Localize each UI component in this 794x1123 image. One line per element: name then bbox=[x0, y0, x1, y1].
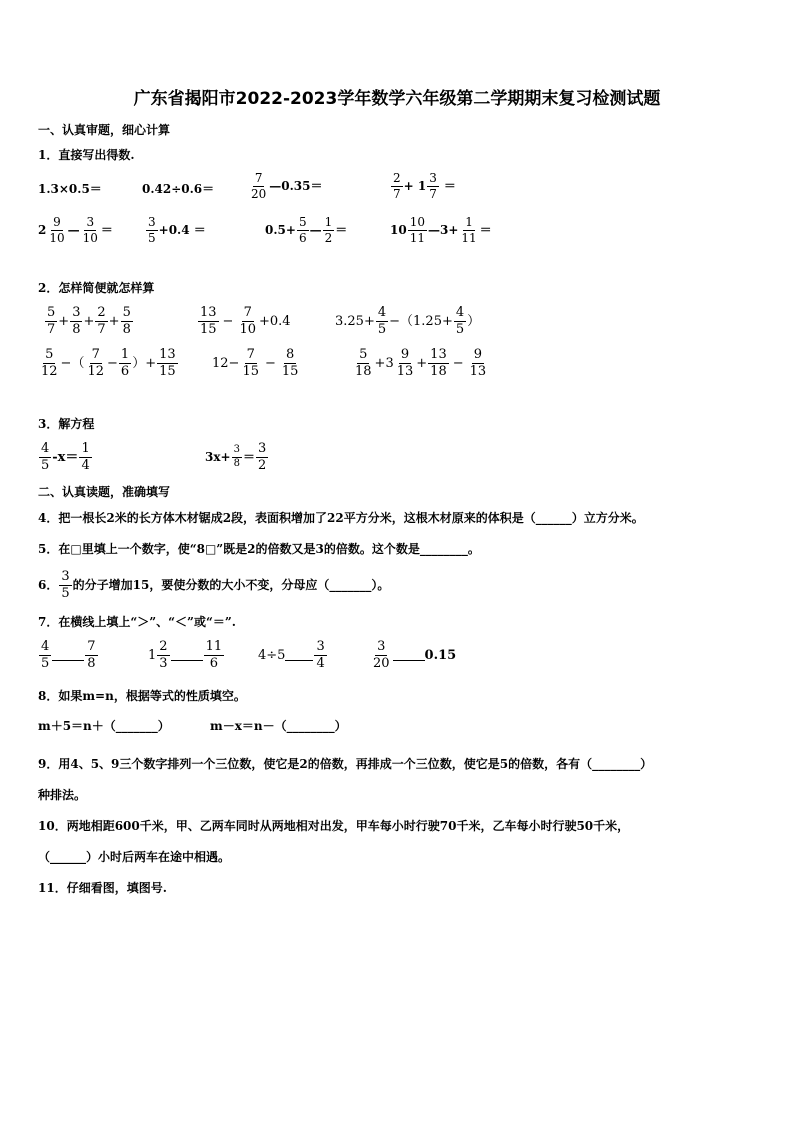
q2-expr-c: 3.25+ $\frac{4}{5}$ −（1.25+ $\frac{4}{5}$ ） bbox=[335, 305, 481, 337]
q1-expr-4: 2 7 + 1 3 7 ＝ bbox=[393, 171, 456, 201]
q2-expr-b: 13 15 − $\frac{7}{10}$ +0.4 bbox=[200, 305, 291, 337]
q4-text: 4．把一根长2米的长方体木材锯成2段，表面积增加了22平方分米，这根木材原来的体积是（______）立方分米。 bbox=[38, 511, 644, 525]
q2-expr-e: 12− $\frac{7}{15}$ − $\frac{8}{15}$ bbox=[212, 347, 299, 379]
q7-compare-1: 4 5 7 8 bbox=[41, 639, 96, 671]
q1-expr-6: 3 5 +0.4 ＝ bbox=[148, 215, 206, 245]
q1-expr-1: 1.3×0.5＝ bbox=[38, 182, 102, 196]
q6-text: 6． 3 5 的分子增加15，要使分数的大小不变，分母应（_______）。 bbox=[38, 569, 390, 601]
q11-text: 11．仔细看图，填图号. bbox=[38, 881, 167, 895]
section-1-heading: 一、认真审题，细心计算 bbox=[38, 123, 171, 137]
q2-expr-f: 5 18 +3 9 13 + $\frac{13}{18}$ − $\frac{9}{13}$ bbox=[355, 347, 487, 379]
page-title: 广东省揭阳市2022-2023学年数学六年级第二学期期末复习检测试题 bbox=[133, 89, 661, 109]
q3-label: 3．解方程 bbox=[38, 417, 95, 431]
q3-equation-a: 4 5 -x＝ 1 4 bbox=[41, 441, 90, 473]
q1-expr-3: 7 20 —0.35＝ bbox=[251, 171, 323, 201]
q1-expr-8: 10 10 11 —3+ $\frac{1}{11}$ ＝ bbox=[390, 215, 492, 245]
fraction: 9 10 bbox=[49, 215, 65, 245]
q1-expr-2: 0.42÷0.6＝ bbox=[142, 182, 215, 196]
fraction: 1 2 bbox=[324, 215, 333, 245]
fraction: 3 10 bbox=[82, 215, 98, 245]
q7-compare-3: 4÷5 3 4 bbox=[258, 639, 325, 671]
q7-compare-2: 1 2 3 11 6 bbox=[148, 639, 223, 671]
q1-label: 1．直接写出得数. bbox=[38, 148, 135, 162]
fraction: 3 5 bbox=[148, 215, 156, 245]
section-2-heading: 二、认真读题，准确填写 bbox=[38, 485, 171, 499]
q10-line-1: 10．两地相距600千米，甲、乙两车同时从两地相对出发，甲车每小时行驶70千米，乙车每小时行驶50千米， bbox=[38, 819, 630, 833]
q8-blank-b: m－x＝n－（________） bbox=[210, 719, 347, 733]
q9-line-1: 9．用4、5、9三个数字排列一个三位数，使它是2的倍数，再排成一个三位数，使它是5的倍数，各有（________） bbox=[38, 757, 653, 771]
fraction: 3 7 bbox=[429, 171, 437, 201]
q1-expr-5: 2 9 10 — 3 10 ＝ bbox=[38, 215, 113, 245]
q8-blank-a: m＋5＝n＋（_______） bbox=[38, 719, 170, 733]
q2-label: 2．怎样简便就怎样算 bbox=[38, 281, 155, 295]
q7-compare-4: 3 20 0.15 bbox=[373, 639, 457, 671]
fraction: $\frac{5}{6}$ bbox=[298, 215, 307, 245]
q3-equation-b: 3x+ $\frac{3}{8}$ ＝ 3 2 bbox=[205, 441, 267, 473]
fraction: 2 7 bbox=[393, 171, 401, 201]
q1-expr-7: 0.5+ $\frac{5}{6}$ — 1 2 ＝ bbox=[265, 215, 348, 245]
fraction: $\frac{1}{11}$ bbox=[461, 215, 477, 245]
fraction: 10 11 bbox=[409, 215, 425, 245]
q10-line-2: （______）小时后两车在途中相遇。 bbox=[38, 850, 231, 864]
q7-label: 7．在横线上填上“＞”、“＜”或“＝”. bbox=[38, 615, 236, 629]
q9-line-2: 种排法。 bbox=[38, 788, 87, 802]
q2-expr-a: 5 7 + $\frac{3}{8}$ + $\frac{2}{7}$ + $\frac{5}{8}$ bbox=[47, 305, 131, 337]
q8-label: 8．如果m=n，根据等式的性质填空。 bbox=[38, 689, 246, 703]
fraction: 7 20 bbox=[251, 171, 267, 201]
q5-text: 5．在□里填上一个数字，使“8□”既是2的倍数又是3的倍数。这个数是________。 bbox=[38, 542, 480, 556]
q2-expr-d: 5 12 −（ 7 12 − $\frac{1}{6}$ ）+ $\frac{13}{15}$ bbox=[41, 347, 176, 379]
